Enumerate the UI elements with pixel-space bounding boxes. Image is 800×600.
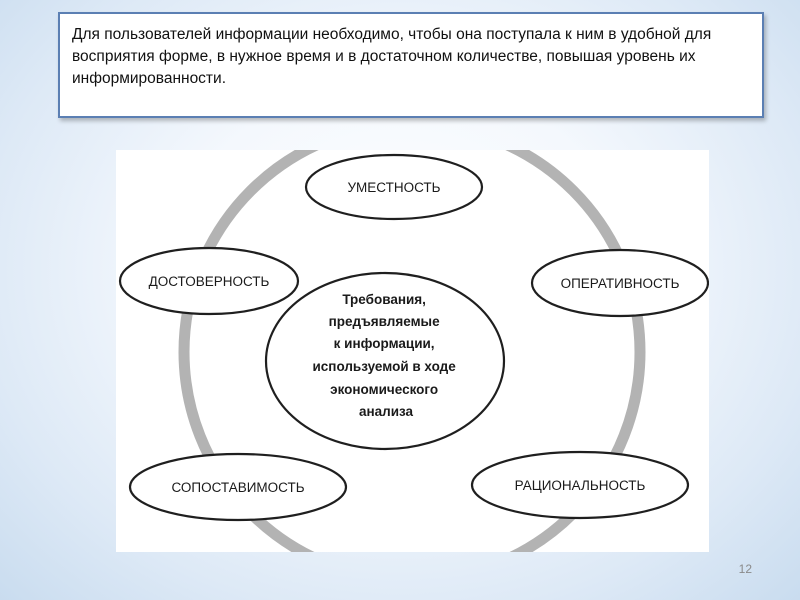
intro-text: Для пользователей информации необходимо, чтобы она поступала к ним в удобной для восприятия форме, в нужное время и в достаточном количестве, повышая уровень их информированности. (72, 26, 712, 87)
center-line-2: предъявляемые (328, 314, 440, 329)
node-left-top-label: ДОСТОВЕРНОСТЬ (148, 274, 270, 289)
node-right-bottom-label: РАЦИОНАЛЬНОСТЬ (514, 478, 646, 493)
center-line-1: Требования, (342, 292, 426, 307)
requirements-diagram (116, 150, 709, 552)
node-top-label: УМЕСТНОСТЬ (347, 180, 441, 195)
node-left-bottom-label: СОПОСТАВИМОСТЬ (171, 480, 305, 495)
diagram-panel (116, 150, 709, 552)
node-right-top-label: ОПЕРАТИВНОСТЬ (560, 276, 680, 291)
center-line-6: анализа (358, 404, 414, 419)
center-line-5: экономического (330, 382, 439, 397)
intro-box (58, 12, 764, 118)
center-line-4: используемой в ходе (312, 359, 456, 374)
center-line-3: к информации, (333, 336, 435, 351)
slide-number: 12 (738, 562, 752, 576)
